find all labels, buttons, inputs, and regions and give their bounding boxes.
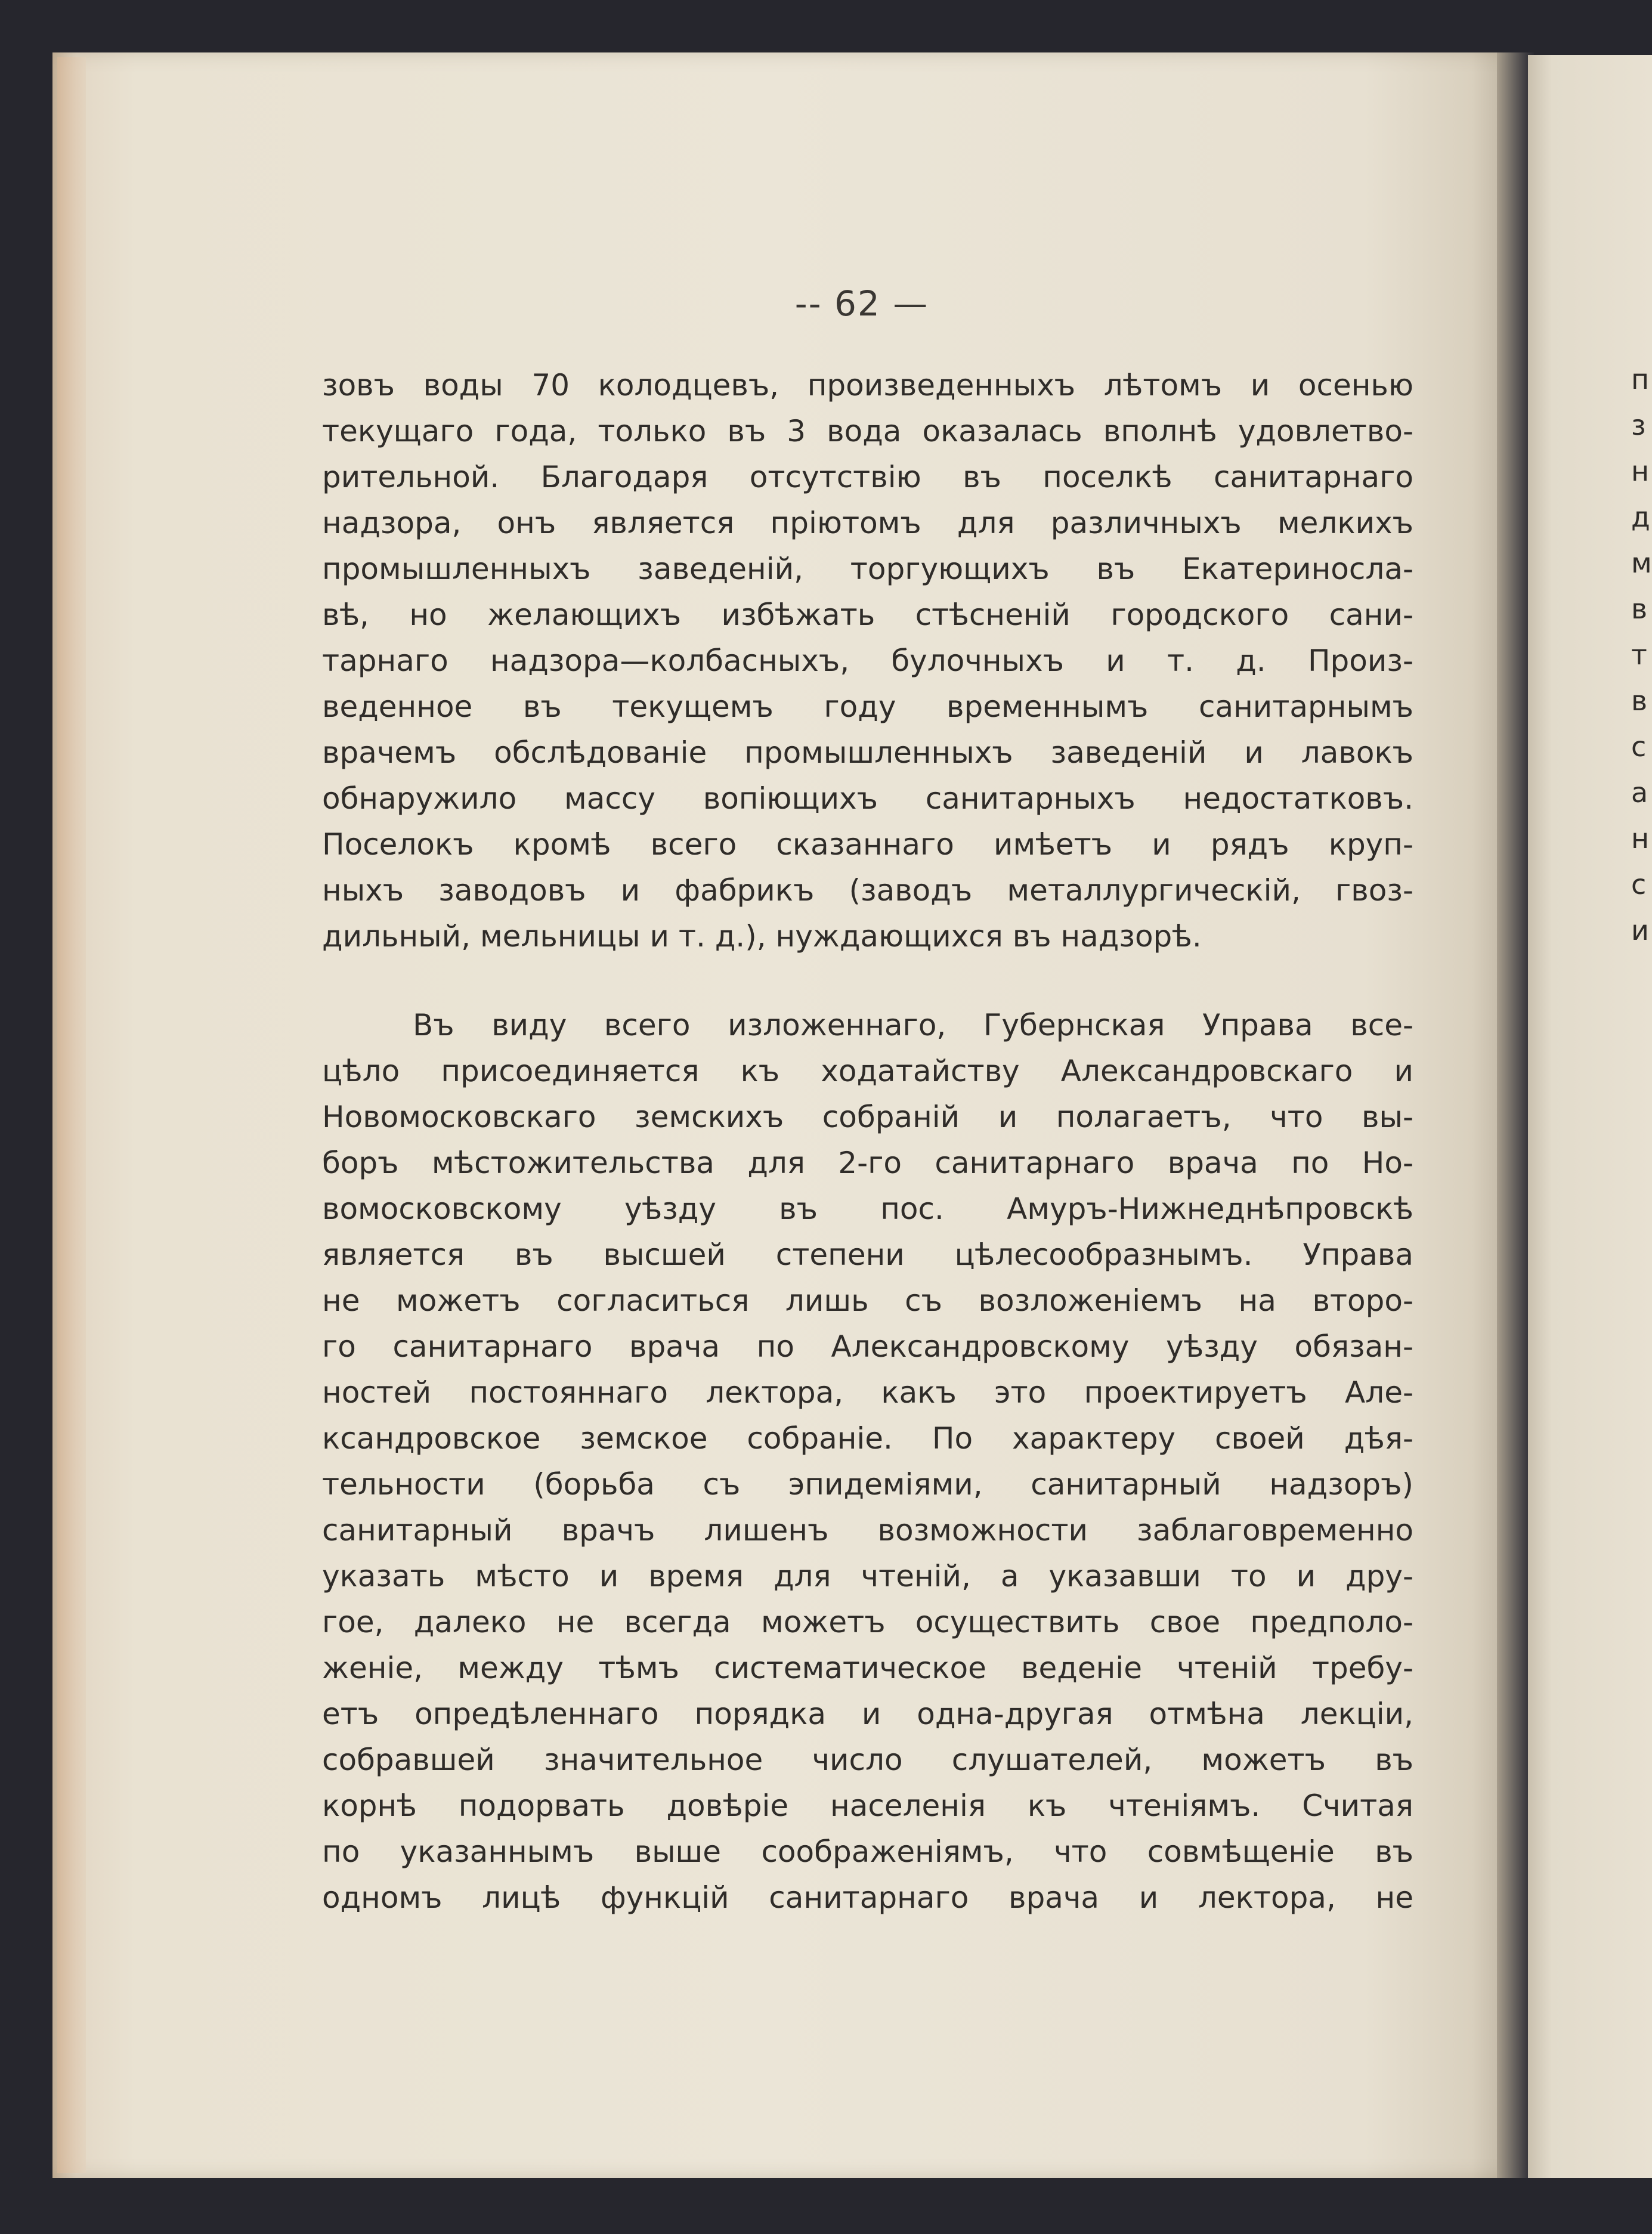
text-line: веденное въ текущемъ году временнымъ санитарнымъ	[322, 689, 1413, 724]
text-line: является въ высшей степени цѣлесообразнымъ. Управа	[322, 1237, 1413, 1272]
text-line: указать мѣсто и время для чтеній, а указавши то и дру-	[322, 1559, 1413, 1593]
text-line: тельности (борьба съ эпидеміями, санитарный надзоръ)	[322, 1467, 1413, 1502]
text-line: го санитарнаго врача по Александровскому уѣзду обязан-	[322, 1329, 1413, 1364]
text-line: вомосковскому уѣзду въ пос. Амуръ-Нижнеднѣпровскѣ	[322, 1192, 1413, 1226]
text-line: женіе, между тѣмъ систематическое веденіе чтеній требу-	[322, 1651, 1413, 1685]
facing-letter: с	[1631, 868, 1647, 901]
text-line: цѣло присоединяется къ ходатайству Александровскаго и	[322, 1054, 1413, 1088]
text-line: по указаннымъ выше соображеніямъ, что совмѣщеніе въ	[322, 1834, 1413, 1869]
text-line: ностей постояннаго лектора, какъ это проектируетъ Але-	[322, 1375, 1413, 1410]
text-line: Въ виду всего изложеннаго, Губернская Управа все-	[413, 1008, 1413, 1042]
facing-letter: с	[1631, 731, 1647, 763]
text-line: обнаружило массу вопіющихъ санитарныхъ недостатковъ.	[322, 781, 1413, 816]
page-body	[322, 363, 1413, 1921]
facing-letter: а	[1631, 776, 1648, 809]
text-line: собравшей значительное число слушателей, можетъ въ	[322, 1743, 1413, 1777]
text-line: корнѣ подорвать довѣріе населенія къ чтеніямъ. Считая	[322, 1789, 1413, 1823]
text-line: боръ мѣстожительства для 2-го санитарнаго врача по Но-	[322, 1146, 1413, 1180]
text-line: Новомосковскаго земскихъ собраній и полагаетъ, что вы-	[322, 1100, 1413, 1134]
text-line: рительной. Благодаря отсутствію въ поселкѣ санитарнаго	[322, 460, 1413, 494]
paragraph-gap	[322, 960, 1413, 1002]
text-line: текущаго года, только въ 3 вода оказалась вполнѣ удовлетво-	[322, 414, 1413, 448]
text-line: санитарный врачъ лишенъ возможности заблаговременно	[322, 1513, 1413, 1548]
text-line: тарнаго надзора—колбасныхъ, булочныхъ и т. д. Произ-	[322, 643, 1413, 678]
text-line: ксандровское земское собраніе. По характеру своей дѣя-	[322, 1421, 1413, 1456]
text-line: вѣ, но желающихъ избѣжать стѣсненій городского сани-	[322, 598, 1413, 632]
page-left-edge	[57, 57, 86, 2173]
text-line: врачемъ обслѣдованіе промышленныхъ заведеній и лавокъ	[322, 735, 1413, 770]
facing-letter: н	[1631, 822, 1650, 855]
text-line: одномъ лицѣ функцій санитарнаго врача и лектора, не	[322, 1880, 1413, 1915]
facing-page-text-edge	[1631, 357, 1652, 954]
page-number: -- 62 —	[794, 283, 929, 324]
facing-letter: м	[1631, 547, 1652, 579]
facing-letter: и	[1631, 914, 1649, 946]
text-line: зовъ воды 70 колодцевъ, произведенныхъ лѣтомъ и осенью	[322, 368, 1413, 403]
text-line: етъ опредѣленнаго порядка и одна-другая отмѣна лекціи,	[322, 1697, 1413, 1731]
text-line: надзора, онъ является пріютомъ для различныхъ мелкихъ	[322, 506, 1413, 540]
text-line: не можетъ согласиться лишь съ возложеніемъ на второ-	[322, 1283, 1413, 1318]
text-line: ныхъ заводовъ и фабрикъ (заводъ металлургическій, гвоз-	[322, 873, 1413, 908]
facing-letter: в	[1631, 685, 1648, 717]
facing-letter: в	[1631, 593, 1648, 625]
facing-letter: д	[1631, 501, 1650, 533]
paragraph-1	[322, 363, 1413, 960]
facing-letter: з	[1631, 409, 1646, 441]
text-line: гое, далеко не всегда можетъ осуществить свое предполо-	[322, 1605, 1413, 1639]
facing-letter: т	[1631, 639, 1647, 671]
text-line: Поселокъ кромѣ всего сказаннаго имѣетъ и рядъ круп-	[322, 827, 1413, 862]
facing-letter: н	[1631, 455, 1650, 487]
paragraph-2	[322, 1002, 1413, 1921]
text-line: промышленныхъ заведеній, торгующихъ въ Екатериносла-	[322, 552, 1413, 586]
text-line: дильный, мельницы и т. д.), нуждающихся въ надзорѣ.	[322, 919, 1202, 954]
facing-letter: п	[1631, 363, 1650, 395]
